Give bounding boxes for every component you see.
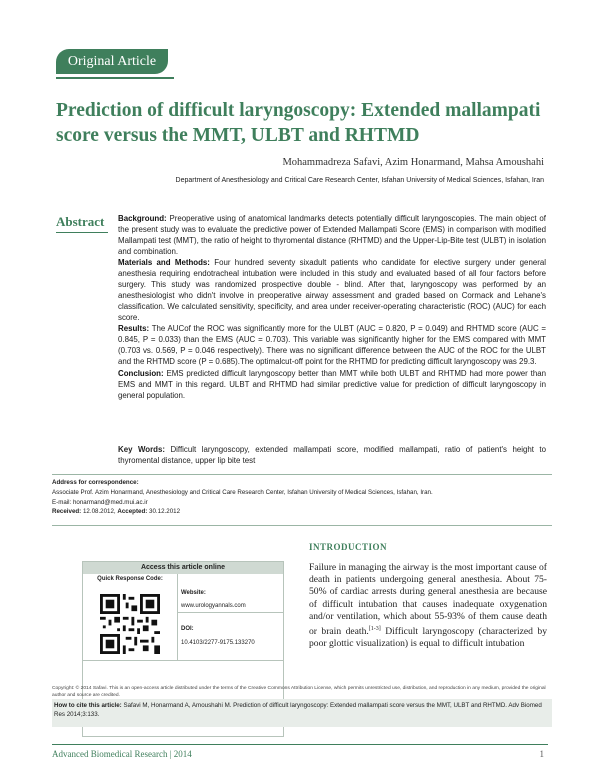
how-to-cite-box [52,699,552,727]
correspondence-email: E-mail: honarmand@med.mui.ac.ir [52,498,148,506]
received-date: 12.08.2012, [82,508,116,516]
cite-label: How to cite this article: [54,702,122,709]
results-label: Results: [118,324,150,334]
journal-footer: Advanced Biomedical Research | 2014 [52,749,192,759]
abstract-results [118,324,546,367]
abstract-methods [118,258,546,323]
correspondence-block [52,478,552,517]
abstract-conclusion [118,369,546,402]
badge-underline [56,77,174,79]
intro-paragraph-cont: Difficult laryngoscopy (characterized by poor glottic visualization) is equal to difficult intubation [309,626,547,650]
page-number: 1 [539,749,544,759]
background-label: Background: [118,214,167,223]
article-type-badge: Original Article [56,49,168,74]
conclusion-text: EMS predicted difficult laryngoscopy better than MMT while both ULBT and RHTMD had more power than EMS and MMT in this regard. ULBT and RHTMD had similar predictive value for prediction of difficult laryngoscopy in general population. [118,368,546,400]
qr-code-icon [100,594,160,654]
doi-value[interactable]: 10.4103/2277-9175.133270 [181,640,255,646]
website-link[interactable]: www.urologyannals.com [181,603,246,609]
received-accepted [52,507,552,517]
accepted-date: 30.12.2012 [149,508,181,516]
doi-label: DOI: [181,626,194,632]
copyright-notice: Copyright: © 2014 Safavi. This is an open-access article distributed under the terms of the Creative Commons Attribution License, which permits unrestricted use, distribution, and reproduction in any medium, provided the original author and source are credited. [52,686,546,698]
footer-rule [52,744,548,745]
section-divider [52,525,552,526]
introduction-text [309,562,547,651]
cite-text: Safavi M, Honarmand A, Amoushahi M. Prediction of difficult laryngoscopy: Extended mallampati score versus the MMT, ULBT and RHTMD. Adv Biomed Res 2014;3:133. [54,702,542,718]
author-list: Mohammadreza Safavi, Azim Honarmand, Mahsa Amoushahi [282,157,544,168]
methods-text: Four hundred seventy sixadult patients who candidate for elective surgery under general anesthesia requiring endotracheal intubation were included in this study and evaluated based of all four factors before surgery. This study was randomized prospective double - blind. After that, laryngoscopy was performed by an anesthesiologist who didn't involve in preoperative airway assessment and graded based on Cormack and Lehane's classification. We calculated sensitivity, specificity, and area under receiver-operating characteristic (ROC) (AUC) for each score. [118,258,546,322]
abstract-heading: Abstract [56,214,105,229]
citation-ref: [1-3] [368,626,381,633]
abstract-heading-underline [56,232,108,233]
website-label: Website: [181,590,206,596]
accepted-label: Accepted: [117,508,148,516]
background-text: Preoperative using of anatomical landmarks detects potentially difficult laryngoscopies. The main object of the present study was to evaluate the predictive power of Extended Mallampati Score (EMS) in comparison with modified Mallampati test (MMT), the ratio of height to thyromental distance (RHTMD) and the Upper-Lip-Bite test (ULBT) in isolation and combination. [118,214,546,256]
access-box-header: Access this article online [83,562,283,574]
intro-paragraph: Failure in managing the airway is the most important cause of death in patients undergoing general anesthesia. About 75-50% of cardiac arrests during general anesthesia are because of difficult intubation that causes inadequate oxygenation and/or ventilation, which about 55-93% of them cause death or brain death. [309,562,547,638]
correspondence-address: Associate Prof. Azim Honarmand, Anesthesiology and Critical Care Research Center, Isfahan University of Medical Sciences, Isfahan, Iran. [52,488,433,496]
keywords-text: Difficult laryngoscopy, extended mallampati score, modified mallampati, ratio of patient's height to thyromental distance, upper lip bite test [118,445,546,465]
box-divider [83,660,283,661]
box-divider [177,612,283,613]
correspondence-label: Address for correspondence: [52,479,139,486]
keywords-label: Key Words: [118,445,165,454]
conclusion-label: Conclusion: [118,368,164,378]
received-label: Received: [52,508,82,516]
qr-code-label: Quick Response Code: [97,576,163,582]
section-divider [52,474,552,475]
article-title: Prediction of difficult laryngoscopy: Extended mallampati score versus the MMT, ULBT and RHTMD [56,100,541,146]
affiliation: Department of Anesthesiology and Critical Care Research Center, Isfahan University of Medical Sciences, Isfahan, Iran [175,177,544,184]
methods-label: Materials and Methods: [118,258,210,268]
introduction-heading: INTRODUCTION [309,542,388,552]
results-text: The AUCof the ROC was significantly more for the ULBT (AUC = 0.820, P = 0.049) and RHTMD score (AUC = 0.845, P = 0.033) than the EMS (AUC = 0.703). This variable was significantly higher for the EMS compared with MMT (0.703 vs. 0.569, P = 0.046 respectively). There was no significant difference between the AUC of the ROC for the ULBT and the RHTMD score (P = 0.685).The optimalcut-off point for the RHTMD for predicting difficult laryngoscopy was 29.3. [118,324,546,366]
abstract-body [118,214,546,401]
box-divider [177,574,178,660]
abstract-background [118,214,546,257]
keywords [118,445,546,467]
